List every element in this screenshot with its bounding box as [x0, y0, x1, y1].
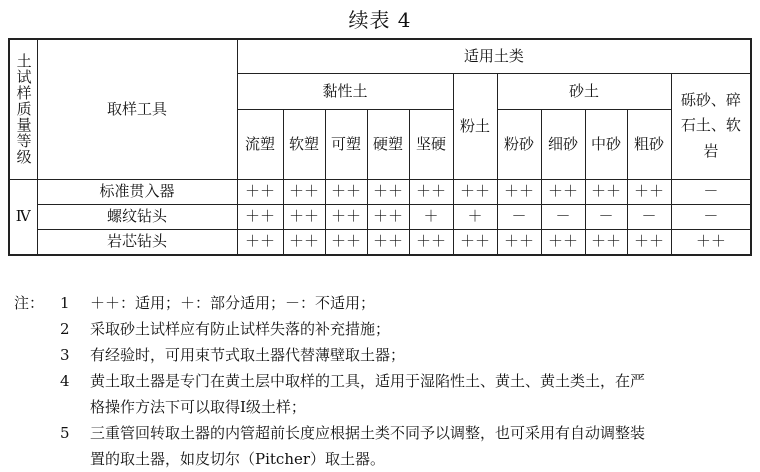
- table-cell: ＋＋: [325, 204, 367, 229]
- table-cell: ＋: [453, 204, 497, 229]
- table-cell: ＋＋: [409, 229, 453, 255]
- notes-label: 注：: [14, 294, 45, 312]
- sand-sub-0: 粉砂: [497, 109, 541, 179]
- table-cell: －: [627, 204, 671, 229]
- grade-header: [9, 39, 37, 179]
- table-cell: －: [541, 204, 585, 229]
- table-cell: ＋＋: [367, 179, 409, 204]
- note-text: 采取砂土试样应有防止试样失落的补充措施；: [90, 320, 391, 338]
- table-cell: ＋＋: [283, 229, 325, 255]
- sand-sub-2: 中砂: [585, 109, 627, 179]
- grade-value: Ⅳ: [9, 179, 37, 255]
- silt-header: 粉土: [453, 73, 497, 179]
- tool-name: 岩芯钻头: [37, 229, 237, 255]
- clay-group-header: 黏性土: [237, 73, 453, 109]
- note-text: 有经验时，可用束节式取土器代替薄壁取土器；: [90, 346, 406, 364]
- note-item: [14, 342, 754, 368]
- note-number: 4: [60, 372, 70, 390]
- table-cell: ＋＋: [497, 179, 541, 204]
- table-cell: ＋＋: [409, 179, 453, 204]
- table-row: [9, 229, 751, 255]
- note-item: [14, 290, 754, 316]
- table-cell: ＋＋: [497, 229, 541, 255]
- note-number: 1: [60, 294, 70, 312]
- note-number: 5: [60, 424, 70, 442]
- tool-name: 标准贯入器: [37, 179, 237, 204]
- table-cell: ＋＋: [283, 179, 325, 204]
- note-text: 三重管回转取土器的内管超前长度应根据土类不同予以调整，也可采用有自动调整装: [90, 424, 646, 442]
- table-cell: ＋＋: [283, 204, 325, 229]
- note-item: [14, 368, 754, 420]
- tool-header: 取样工具: [37, 39, 237, 179]
- note-text-continued: 格操作方法下可以取得Ⅰ级土样；: [90, 398, 306, 416]
- table-cell: ＋＋: [453, 179, 497, 204]
- clay-sub-4: 坚硬: [409, 109, 453, 179]
- grade-header-text: 土试样质量等级: [14, 53, 33, 166]
- sand-group-header: 砂土: [497, 73, 671, 109]
- tool-name: 螺纹钻头: [37, 204, 237, 229]
- clay-sub-3: 硬塑: [367, 109, 409, 179]
- table-cell: ＋＋: [453, 229, 497, 255]
- table-cell: ＋＋: [325, 179, 367, 204]
- sand-sub-1: 细砂: [541, 109, 585, 179]
- table-cell: ＋＋: [367, 204, 409, 229]
- table-cell: ＋＋: [541, 229, 585, 255]
- table-cell: ＋＋: [585, 229, 627, 255]
- sampling-tools-table: [8, 38, 752, 256]
- table-row: [9, 179, 751, 204]
- sand-sub-3: 粗砂: [627, 109, 671, 179]
- table-cell: －: [585, 204, 627, 229]
- table-cell: －: [671, 179, 751, 204]
- table-cell: ＋＋: [237, 179, 283, 204]
- clay-sub-0: 流塑: [237, 109, 283, 179]
- table-cell: ＋＋: [627, 229, 671, 255]
- table-cell: ＋＋: [627, 179, 671, 204]
- table-cell: ＋: [409, 204, 453, 229]
- table-row: [9, 204, 751, 229]
- gravel-header: [671, 73, 751, 179]
- note-item: [14, 420, 754, 472]
- table-cell: －: [497, 204, 541, 229]
- note-text: ＋＋：适用；＋：部分适用；－：不适用；: [90, 294, 376, 312]
- table-cell: ＋＋: [237, 229, 283, 255]
- note-number: 2: [60, 320, 70, 338]
- table-cell: ＋＋: [585, 179, 627, 204]
- table-cell: ＋＋: [367, 229, 409, 255]
- note-text-continued: 置的取土器，如皮切尔（Pitcher）取土器。: [90, 450, 386, 468]
- note-number: 3: [60, 346, 70, 364]
- table-cell: ＋＋: [237, 204, 283, 229]
- clay-sub-2: 可塑: [325, 109, 367, 179]
- notes-section: [14, 290, 754, 472]
- applicable-soil-header: 适用土类: [237, 39, 751, 73]
- table-cell: －: [671, 204, 751, 229]
- note-item: [14, 316, 754, 342]
- note-text: 黄土取土器是专门在黄土层中取样的工具，适用于湿陷性土、黄土、黄土类土，在严: [90, 372, 646, 390]
- gravel-header-text: 砾砂、碎石土、软岩: [680, 90, 741, 160]
- table-cell: ＋＋: [325, 229, 367, 255]
- table-title: 续表 4: [348, 8, 412, 32]
- table-cell: ＋＋: [671, 229, 751, 255]
- table-cell: ＋＋: [541, 179, 585, 204]
- clay-sub-1: 软塑: [283, 109, 325, 179]
